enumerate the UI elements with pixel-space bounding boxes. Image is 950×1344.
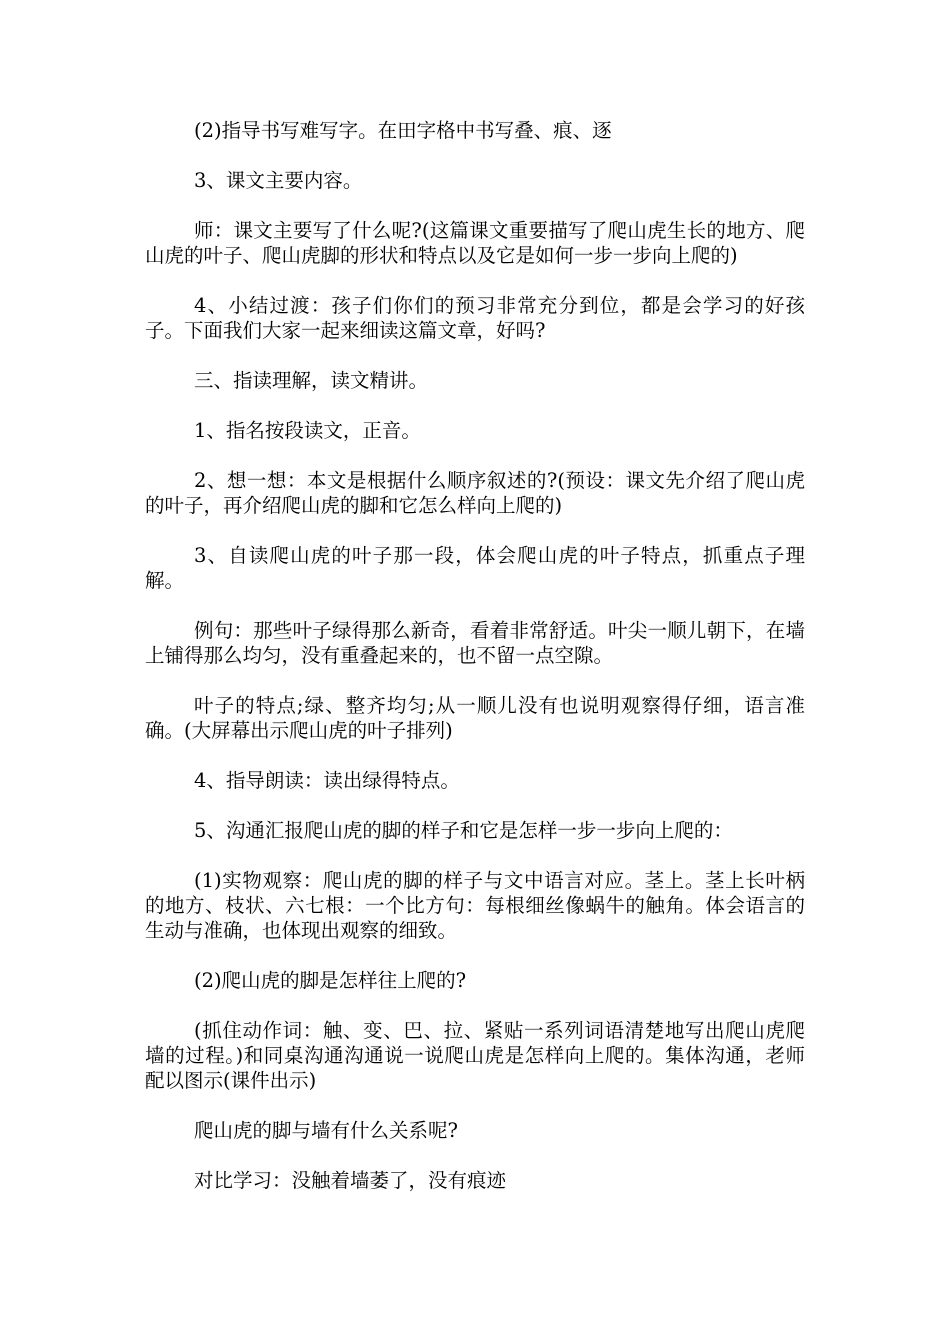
paragraph: (1)实物观察：爬山虎的脚的样子与文中语言对应。茎上。茎上长叶柄的地方、枝状、六七根：一个比方句：每根细丝像蜗牛的触角。体会语言的生动与准确，也体现出观察的细致。 — [145, 869, 805, 942]
paragraph: 爬山虎的脚与墙有什么关系呢? — [194, 1119, 458, 1142]
paragraph: 4、小结过渡：孩子们你们的预习非常充分到位，都是会学习的好孩子。下面我们大家一起来细读这篇文章，好吗? — [145, 294, 805, 342]
paragraph: 对比学习：没触着墙萎了，没有痕迹 — [194, 1169, 507, 1192]
paragraph: 师：课文主要写了什么呢?(这篇课文重要描写了爬山虎生长的地方、爬山虎的叶子、爬山虎脚的形状和特点以及它是如何一步一步向上爬的) — [145, 219, 805, 267]
paragraph: 例句：那些叶子绿得那么新奇，看着非常舒适。叶尖一顺儿朝下，在墙上铺得那么均匀，没有重叠起来的，也不留一点空隙。 — [145, 619, 805, 667]
paragraph: 1、指名按段读文，正音。 — [194, 419, 421, 442]
paragraph: 三、指读理解，读文精讲。 — [194, 369, 429, 392]
document-body — [145, 118, 805, 1218]
paragraph: 5、沟通汇报爬山虎的脚的样子和它是怎样一步一步向上爬的： — [194, 819, 733, 842]
paragraph: 4、指导朗读：读出绿得特点。 — [194, 769, 460, 792]
paragraph: (2)爬山虎的脚是怎样往上爬的? — [194, 969, 467, 992]
paragraph: (2)指导书写难写字。在田字格中书写叠、痕、逐 — [194, 119, 612, 142]
paragraph: 2、想一想：本文是根据什么顺序叙述的?(预设：课文先介绍了爬山虎的叶子，再介绍爬山虎的脚和它怎么样向上爬的) — [145, 469, 805, 517]
paragraph: 3、课文主要内容。 — [194, 169, 363, 192]
paragraph: 3、自读爬山虎的叶子那一段，体会爬山虎的叶子特点，抓重点子理解。 — [145, 544, 805, 592]
paragraph: (抓住动作词：触、变、巴、拉、紧贴一系列词语清楚地写出爬山虎爬墙的过程。)和同桌沟通沟通说一说爬山虎是怎样向上爬的。集体沟通，老师配以图示(课件出示) — [145, 1019, 805, 1092]
paragraph: 叶子的特点;绿、整齐均匀;从一顺儿没有也说明观察得仔细，语言准确。(大屏幕出示爬山虎的叶子排列) — [145, 694, 805, 742]
